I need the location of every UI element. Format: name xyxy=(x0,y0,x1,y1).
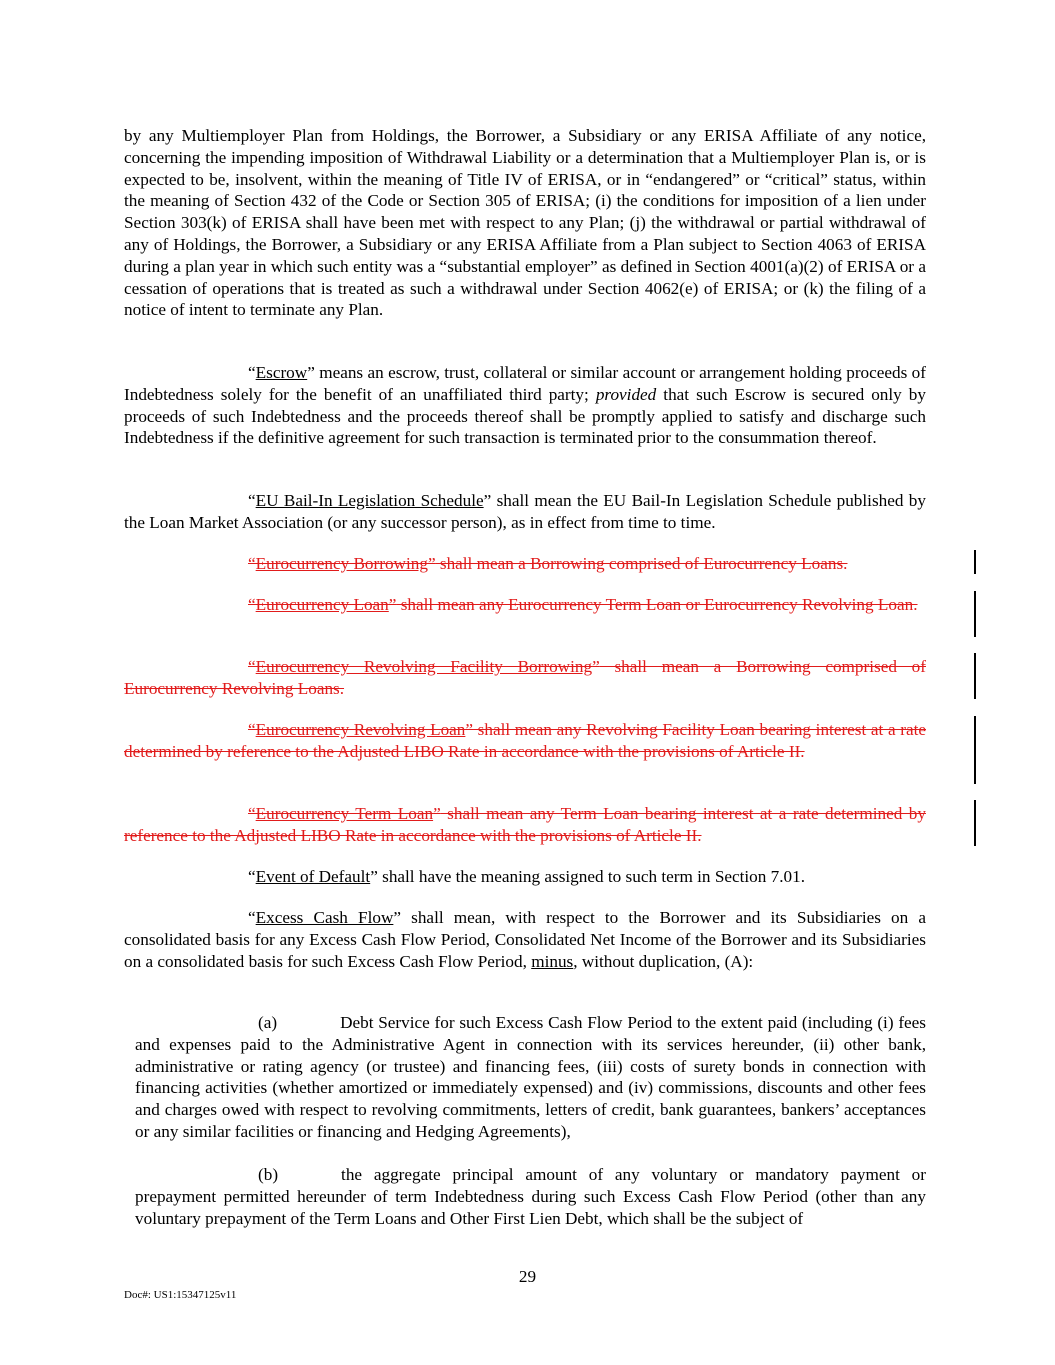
definition-excess-cash-flow: “Excess Cash Flow” shall mean, with respect to the Borrower and its Subsidiaries on a consolidated basis for any Excess Cash Flow Period, Consolidated Net Income of the Borrower and its Subsidiaries on a consolidated basis for such Excess Cash Flow Period, minus, without duplication, (A): xyxy=(124,908,927,971)
deleted-definition-eurocurrency-revolving-loan: “Eurocurrency Revolving Loan” shall mean any Revolving Facility Loan bearing interest at a rate determined by reference to the Adjusted LIBO Rate in accordance with the provisions of Article II. xyxy=(124,720,926,761)
deleted-definition-eurocurrency-loan: “Eurocurrency Loan” shall mean any Eurocurrency Term Loan or Eurocurrency Revolving Loan. xyxy=(248,595,918,614)
defined-term: EU Bail-In Legislation Schedule xyxy=(255,491,484,510)
defined-term: Eurocurrency Revolving Loan xyxy=(255,720,466,739)
defined-term: Eurocurrency Term Loan xyxy=(255,804,434,823)
change-bar xyxy=(974,550,976,574)
deleted-definition-eurocurrency-revolving-facility-borrowing: “Eurocurrency Revolving Facility Borrowing” shall mean a Borrowing comprised of Eurocurrency Revolving Loans. xyxy=(124,657,926,698)
definition-escrow: “Escrow” means an escrow, trust, collateral or similar account or arrangement holding proceeds of Indebtedness solely for the benefit of an unaffiliated third party; provided that such Escrow is secured only by proceeds of such Indebtedness and the proceeds thereof shall be promptly applied to satisfy and discharge such Indebtedness if the definitive agreement for such transaction is terminated prior to the consummation thereof. xyxy=(124,363,926,448)
paragraph-erisa-events: by any Multiemployer Plan from Holdings, the Borrower, a Subsidiary or any ERISA Affiliate of any notice, concerning the impending imposition of Withdrawal Liability or a determination that a Multiemployer Plan is, or is expected to be, insolvent, within the meaning of Title IV of ERISA, or in “endangered” or “critical” status, within the meaning of Section 432 of the Code or Section 305 of ERISA; (i) the conditions for imposition of a lien under Section 303(k) of ERISA shall have been met with respect to any Plan; (j) the withdrawal or partial withdrawal of any of Holdings, the Borrower, a Subsidiary or any ERISA Affiliate from a Plan subject to Section 4063 of ERISA during a plan year in which such entity was a “substantial employer” as defined in Section 4001(a)(2) of ERISA or a cessation of operations that is treated as such a withdrawal under Section 4062(e) of ERISA; or (k) the filing of a notice of intent to terminate any Plan. xyxy=(124,126,926,320)
defined-term: Event of Default xyxy=(255,867,371,886)
list-item-b: (b) the aggregate principal amount of any voluntary or mandatory payment or prepayment permitted hereunder of term Indebtedness during such Excess Cash Flow Period (other than any voluntary prepayment of the Term Loans and Other First Lien Debt, which shall be the subject of xyxy=(135,1165,926,1228)
document-id: Doc#: US1:15347125v11 xyxy=(124,1289,237,1301)
defined-term: Eurocurrency Revolving Facility Borrowing xyxy=(255,657,593,676)
change-bar xyxy=(974,591,976,637)
list-label: (b) xyxy=(258,1165,279,1184)
list-item-a: (a) Debt Service for such Excess Cash Flow Period to the extent paid (including (i) fees and expenses paid to the Administrative Agent in connection with its services hereunder, (ii) other bank, administrative or rating agency (or trustee) and financing fees, (iii) costs of surety bonds in connection with financing activities (whether amortized or immediately expensed) and (iv) commissions, discounts and other fees and charges owed with respect to revolving commitments, letters of credit, bank guarantees, bankers’ acceptances or any similar facilities or financing and Hedging Agreements), xyxy=(135,1013,926,1141)
definition-event-of-default: “Event of Default” shall have the meaning assigned to such term in Section 7.01. xyxy=(248,867,806,886)
defined-term: Excess Cash Flow xyxy=(255,908,394,927)
definition-eu-bail-in: “EU Bail-In Legislation Schedule” shall mean the EU Bail-In Legislation Schedule published by the Loan Market Association (or any successor person), as in effect from time to time. xyxy=(124,491,926,532)
page-number: 29 xyxy=(518,1267,537,1286)
list-label: (a) xyxy=(258,1013,278,1032)
deleted-definition-eurocurrency-term-loan: “Eurocurrency Term Loan” shall mean any Term Loan bearing interest at a rate determined by reference to the Adjusted LIBO Rate in accordance with the provisions of Article II. xyxy=(124,804,926,845)
change-bar xyxy=(974,800,976,846)
deleted-definition-eurocurrency-borrowing: “Eurocurrency Borrowing” shall mean a Borrowing comprised of Eurocurrency Loans. xyxy=(248,554,848,573)
change-bar xyxy=(974,653,976,699)
defined-term: Eurocurrency Borrowing xyxy=(255,554,428,573)
defined-term: Eurocurrency Loan xyxy=(255,595,389,614)
change-bar xyxy=(974,716,976,784)
defined-term: Escrow xyxy=(255,363,308,382)
